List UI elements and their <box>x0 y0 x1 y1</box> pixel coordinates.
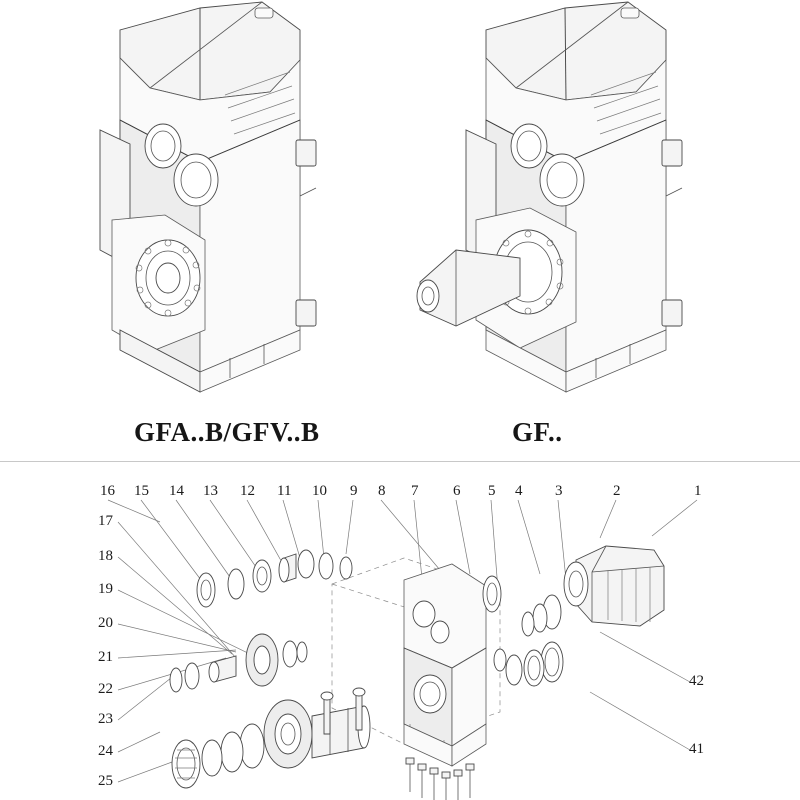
callout-6: 6 <box>453 483 461 499</box>
callout-11: 11 <box>277 483 292 499</box>
callout-13: 13 <box>203 483 218 499</box>
callout-15: 15 <box>134 483 149 499</box>
callout-19: 19 <box>98 581 113 597</box>
callout-21: 21 <box>98 649 113 665</box>
callout-8: 8 <box>378 483 386 499</box>
callout-16: 16 <box>100 483 115 499</box>
callout-23: 23 <box>98 711 113 727</box>
callout-5: 5 <box>488 483 496 499</box>
callout-17: 17 <box>98 513 113 529</box>
callout-20: 20 <box>98 615 113 631</box>
exploded-diagram-graphic <box>0 462 800 800</box>
callout-1: 1 <box>694 483 702 499</box>
callout-10: 10 <box>312 483 327 499</box>
callout-42: 42 <box>689 673 704 689</box>
callout-14: 14 <box>169 483 184 499</box>
gearbox-housing-left <box>0 0 400 410</box>
callout-9: 9 <box>350 483 358 499</box>
exploded-parts-view <box>0 462 800 800</box>
callout-22: 22 <box>98 681 113 697</box>
callout-3: 3 <box>555 483 563 499</box>
callout-25: 25 <box>98 773 113 789</box>
callout-7: 7 <box>411 483 419 499</box>
callout-4: 4 <box>515 483 523 499</box>
callout-41: 41 <box>689 741 704 757</box>
gearbox-housing-right <box>400 0 790 410</box>
caption-right-figure: GF.. <box>512 417 563 447</box>
caption-left-figure: GFA..B/GFV..B <box>134 417 320 447</box>
callout-2: 2 <box>613 483 621 499</box>
callout-18: 18 <box>98 548 113 564</box>
callout-12: 12 <box>240 483 255 499</box>
callout-24: 24 <box>98 743 113 759</box>
